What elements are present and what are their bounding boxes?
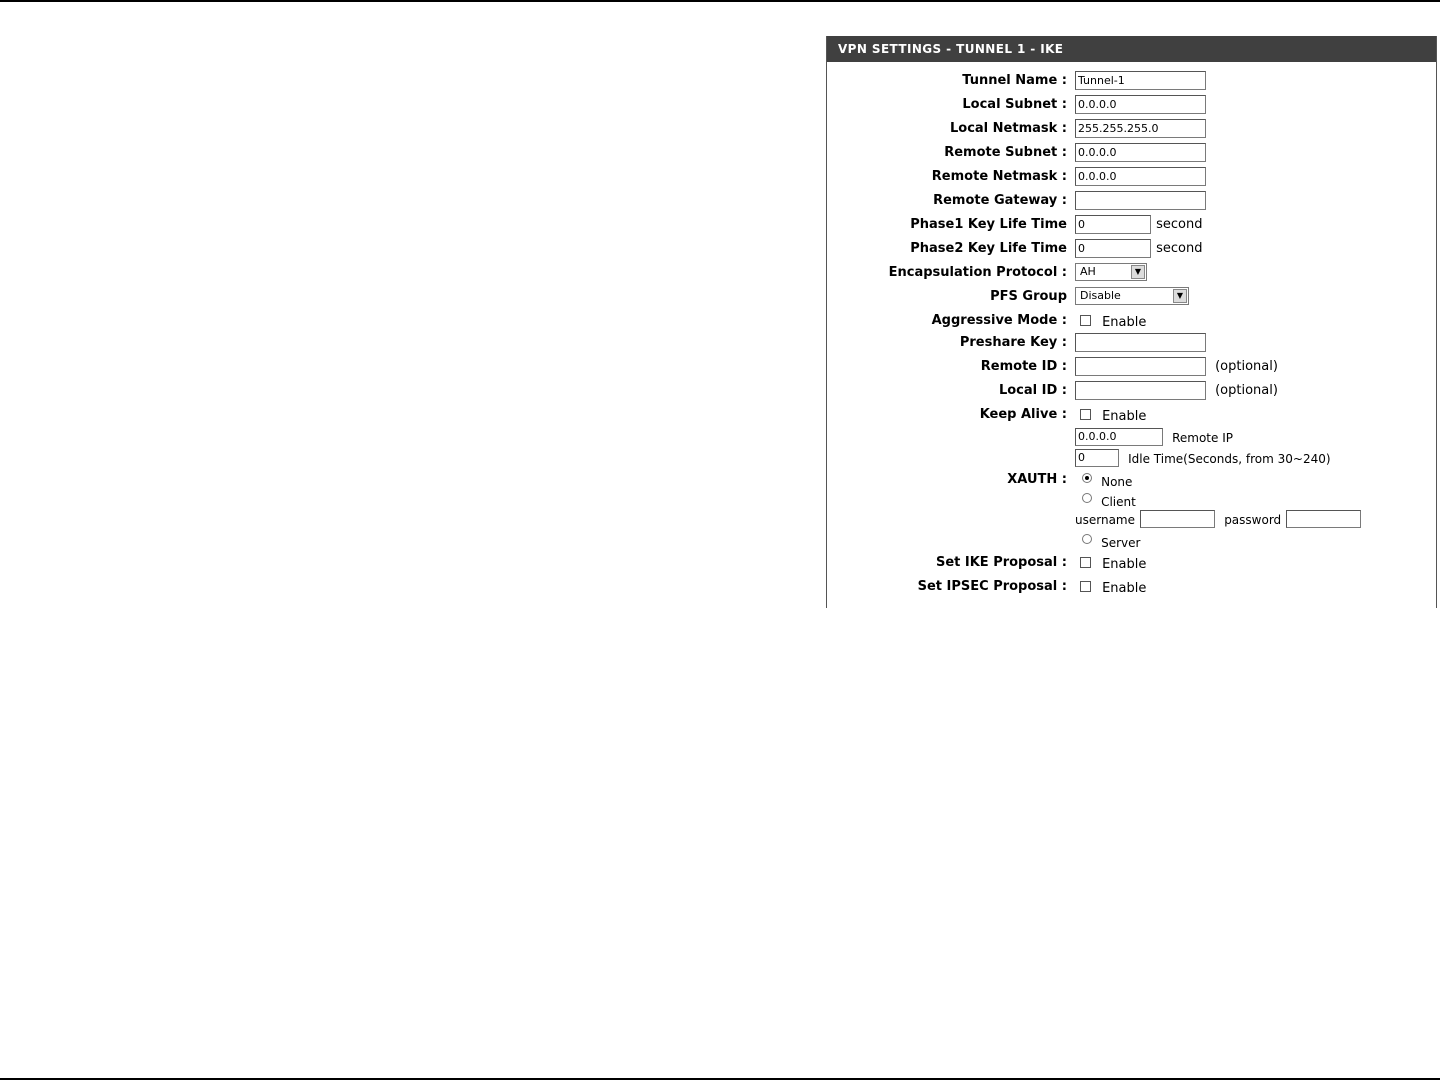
tunnel-name-input[interactable]: Tunnel-1	[1075, 71, 1206, 90]
row-preshare-key	[827, 333, 1436, 353]
preshare-key-input[interactable]	[1075, 333, 1206, 352]
xauth-none-radio[interactable]	[1082, 473, 1092, 483]
xauth-label: XAUTH :	[1007, 472, 1067, 487]
aggressive-mode-label: Aggressive Mode :	[931, 313, 1067, 328]
aggressive-mode-enable-label: Enable	[1102, 315, 1147, 330]
row-phase2	[827, 239, 1436, 259]
remote-id-input[interactable]	[1075, 357, 1206, 376]
remote-id-hint: (optional)	[1215, 359, 1278, 374]
keep-alive-checkbox[interactable]	[1080, 409, 1091, 420]
remote-subnet-input[interactable]: 0.0.0.0	[1075, 143, 1206, 162]
xauth-username-input[interactable]	[1140, 510, 1215, 528]
phase1-input[interactable]: 0	[1075, 215, 1151, 234]
row-ike-proposal	[827, 553, 1436, 573]
row-keep-alive	[827, 405, 1436, 425]
ike-proposal-checkbox[interactable]	[1080, 557, 1091, 568]
panel-title: VPN SETTINGS - TUNNEL 1 - IKE	[827, 36, 1436, 62]
remote-id-label: Remote ID :	[980, 359, 1067, 374]
row-xauth-credentials	[827, 510, 1436, 530]
preshare-key-label: Preshare Key :	[959, 335, 1067, 350]
encapsulation-select[interactable]	[1075, 263, 1147, 281]
row-xauth	[827, 470, 1436, 490]
keep-alive-idle-label: Idle Time(Seconds, from 30~240)	[1128, 452, 1331, 466]
xauth-server-radio[interactable]	[1082, 534, 1092, 544]
pfs-group-select[interactable]	[1075, 287, 1189, 305]
phase2-input[interactable]: 0	[1075, 239, 1151, 258]
ipsec-proposal-enable-label: Enable	[1102, 581, 1147, 596]
row-ipsec-proposal	[827, 577, 1436, 597]
row-aggressive-mode	[827, 311, 1436, 331]
keep-alive-enable-label: Enable	[1102, 409, 1147, 424]
row-encapsulation	[827, 263, 1436, 283]
keep-alive-remote-ip-input[interactable]: 0.0.0.0	[1075, 428, 1163, 446]
row-keep-alive-remote-ip	[827, 428, 1436, 448]
xauth-client-label: Client	[1101, 495, 1136, 509]
ike-proposal-enable-label: Enable	[1102, 557, 1147, 572]
ipsec-proposal-checkbox[interactable]	[1080, 581, 1091, 592]
remote-gateway-input[interactable]	[1075, 191, 1206, 210]
pfs-group-selected: Disable	[1080, 289, 1121, 302]
top-rule	[0, 0, 1440, 2]
xauth-password-label: password	[1224, 513, 1282, 527]
row-local-id	[827, 381, 1436, 401]
remote-gateway-label: Remote Gateway :	[933, 193, 1067, 208]
row-local-subnet	[827, 95, 1436, 115]
local-id-hint: (optional)	[1215, 383, 1278, 398]
tunnel-name-label: Tunnel Name :	[962, 73, 1067, 88]
remote-netmask-input[interactable]: 0.0.0.0	[1075, 167, 1206, 186]
local-id-label: Local ID :	[998, 383, 1067, 398]
row-phase1	[827, 215, 1436, 235]
chevron-down-icon[interactable]: ▼	[1173, 289, 1187, 303]
phase1-label: Phase1 Key Life Time	[910, 217, 1067, 232]
xauth-password-input[interactable]	[1286, 510, 1361, 528]
phase2-label: Phase2 Key Life Time	[910, 241, 1067, 256]
phase2-unit: second	[1156, 241, 1203, 256]
pfs-group-label: PFS Group	[990, 289, 1067, 304]
row-remote-id	[827, 357, 1436, 377]
keep-alive-idle-input[interactable]: 0	[1075, 449, 1119, 467]
xauth-server-label: Server	[1101, 536, 1141, 550]
local-netmask-input[interactable]: 255.255.255.0	[1075, 119, 1206, 138]
chevron-down-icon[interactable]: ▼	[1131, 265, 1145, 279]
row-local-netmask	[827, 119, 1436, 139]
row-pfs-group	[827, 287, 1436, 307]
row-keep-alive-idle	[827, 449, 1436, 469]
phase1-unit: second	[1156, 217, 1203, 232]
local-id-input[interactable]	[1075, 381, 1206, 400]
row-tunnel-name	[827, 71, 1436, 91]
local-netmask-label: Local Netmask :	[949, 121, 1067, 136]
bottom-rule	[0, 1078, 1440, 1080]
local-subnet-label: Local Subnet :	[962, 97, 1067, 112]
vpn-settings-panel	[826, 36, 1437, 608]
xauth-client-radio[interactable]	[1082, 493, 1092, 503]
row-remote-subnet	[827, 143, 1436, 163]
keep-alive-label: Keep Alive :	[979, 407, 1067, 422]
aggressive-mode-checkbox[interactable]	[1080, 315, 1091, 326]
remote-netmask-label: Remote Netmask :	[931, 169, 1067, 184]
xauth-none-label: None	[1101, 475, 1133, 489]
xauth-username-label: username	[1075, 513, 1135, 527]
row-xauth-client	[827, 490, 1436, 510]
row-remote-gateway	[827, 191, 1436, 211]
encapsulation-label: Encapsulation Protocol :	[888, 265, 1067, 280]
remote-subnet-label: Remote Subnet :	[944, 145, 1067, 160]
row-xauth-server	[827, 531, 1436, 551]
local-subnet-input[interactable]: 0.0.0.0	[1075, 95, 1206, 114]
row-remote-netmask	[827, 167, 1436, 187]
ipsec-proposal-label: Set IPSEC Proposal :	[917, 579, 1067, 594]
encapsulation-selected: AH	[1080, 265, 1096, 278]
ike-proposal-label: Set IKE Proposal :	[935, 555, 1067, 570]
keep-alive-remote-ip-label: Remote IP	[1172, 431, 1233, 445]
